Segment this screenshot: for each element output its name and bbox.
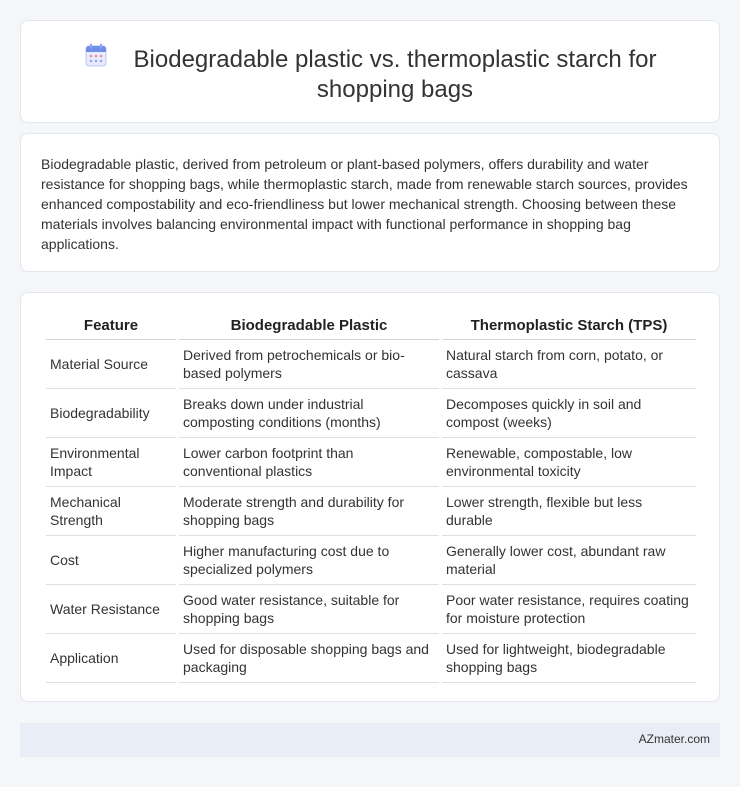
header-feature: Feature [46,311,176,340]
plastic-cell: Higher manufacturing cost due to specialized polymers [179,536,439,585]
table-row [46,487,696,536]
page-title: Biodegradable plastic vs. thermoplastic starch for shopping bags [133,46,657,103]
title-card [20,20,720,123]
feature-cell: Cost [46,536,176,585]
plastic-cell: Derived from petrochemicals or bio-based polymers [179,340,439,389]
footer-brand[interactable]: AZmater.com [638,732,710,746]
tps-cell: Used for lightweight, biodegradable shopping bags [442,634,696,683]
footer-bar [20,723,720,757]
tps-cell: Renewable, compostable, low environmental toxicity [442,438,696,487]
comparison-table-card [20,292,720,702]
tps-cell: Decomposes quickly in soil and compost (weeks) [442,389,696,438]
table-row [46,585,696,634]
feature-cell: Mechanical Strength [46,487,176,536]
feature-cell: Water Resistance [46,585,176,634]
table-row [46,389,696,438]
comparison-table [43,311,699,683]
tps-cell: Natural starch from corn, potato, or cassava [442,340,696,389]
table-row [46,536,696,585]
summary-card [20,133,720,272]
plastic-cell: Lower carbon footprint than conventional plastics [179,438,439,487]
plastic-cell: Good water resistance, suitable for shopping bags [179,585,439,634]
plastic-cell: Moderate strength and durability for shopping bags [179,487,439,536]
feature-cell: Biodegradability [46,389,176,438]
table-row [46,438,696,487]
feature-cell: Application [46,634,176,683]
tps-cell: Poor water resistance, requires coating for moisture protection [442,585,696,634]
table-row [46,634,696,683]
table-row [46,340,696,389]
plastic-cell: Breaks down under industrial composting conditions (months) [179,389,439,438]
tps-cell: Lower strength, flexible but less durable [442,487,696,536]
header-thermoplastic-starch: Thermoplastic Starch (TPS) [442,311,696,340]
feature-cell: Material Source [46,340,176,389]
tps-cell: Generally lower cost, abundant raw material [442,536,696,585]
feature-cell: Environmental Impact [46,438,176,487]
summary-text: Biodegradable plastic, derived from petroleum or plant-based polymers, offers durability and water resistance for shopping bags, while thermoplastic starch, made from renewable starch sources, provides enhanced compostability and eco-friendliness but lower mechanical strength. Choosing between these materials involves balancing environmental impact with functional performance in shopping bag applications. [41,156,688,252]
table-header-row [46,311,696,340]
plastic-cell: Used for disposable shopping bags and packaging [179,634,439,683]
header-biodegradable-plastic: Biodegradable Plastic [179,311,439,340]
title-wrap [21,45,719,105]
